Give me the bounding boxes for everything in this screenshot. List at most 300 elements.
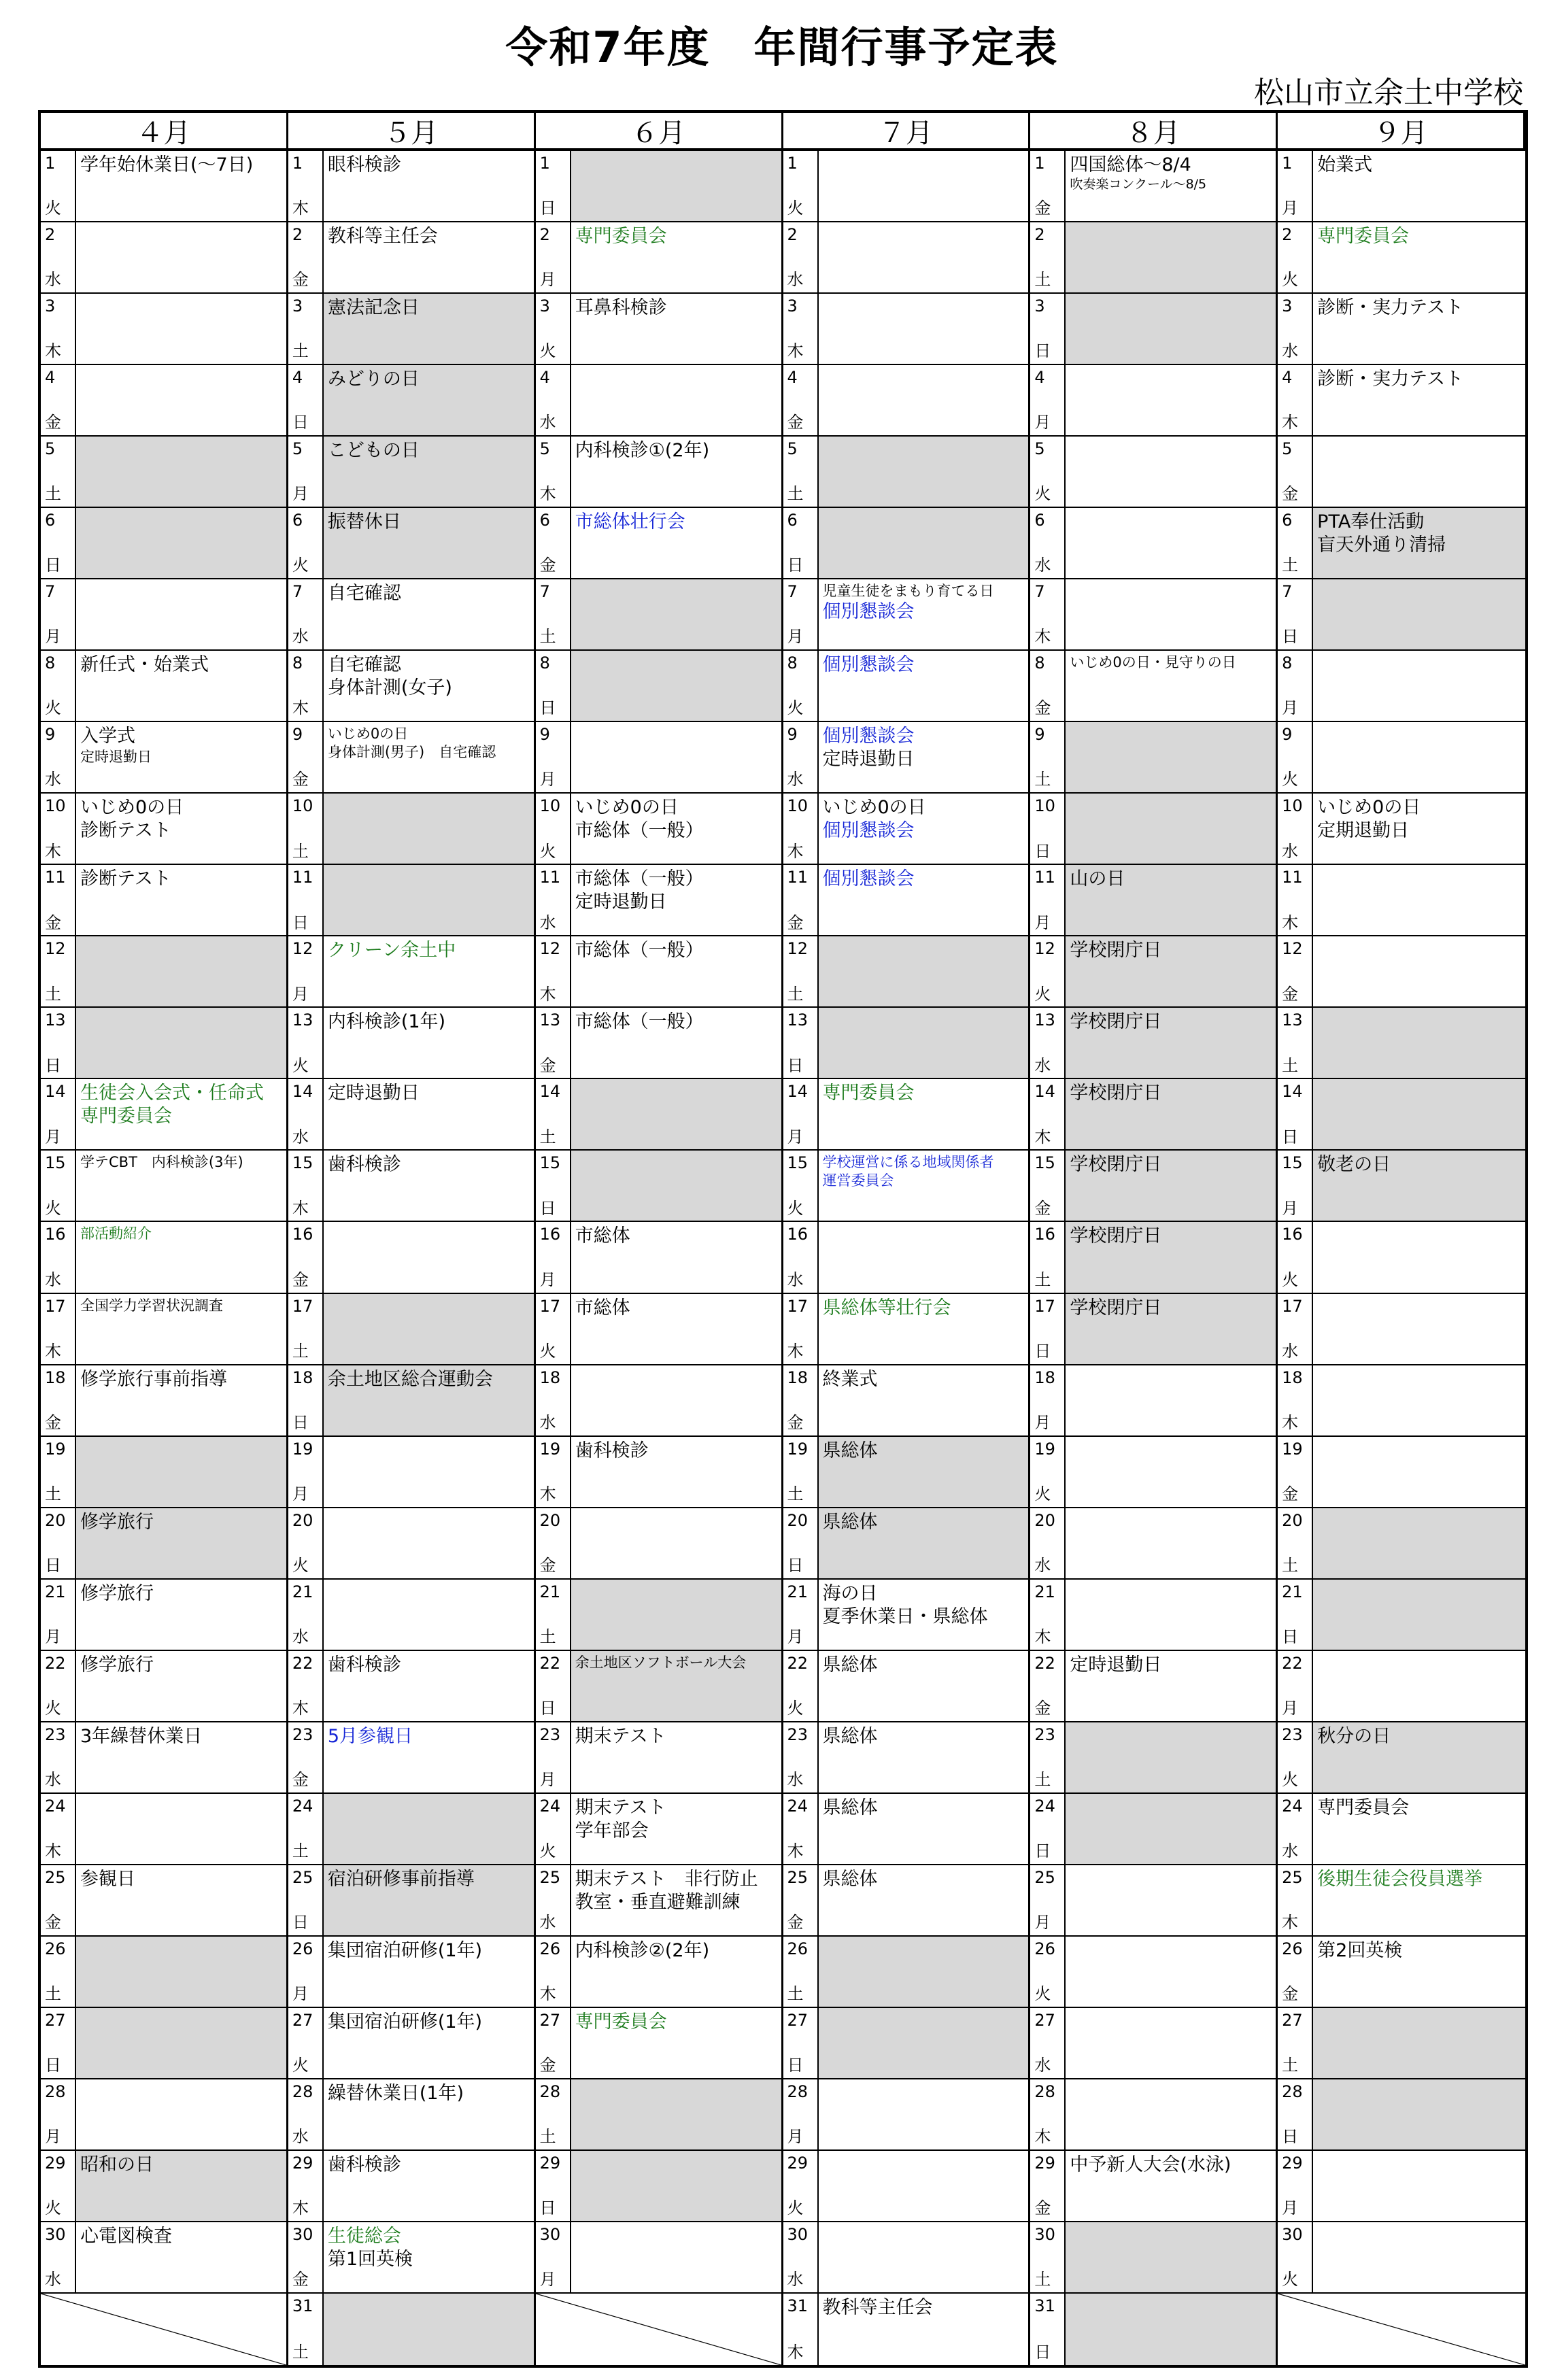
day-events [76, 651, 286, 721]
day-cell [1278, 1651, 1525, 1722]
day-number [288, 222, 324, 292]
day-date: 25 [787, 1867, 809, 1887]
day-date: 20 [1034, 1510, 1055, 1530]
day-date: 22 [45, 1653, 66, 1673]
day-cell [1278, 294, 1525, 365]
day-events [1313, 1865, 1525, 1935]
day-date: 5 [1034, 439, 1045, 459]
day-weekday: 月 [1282, 199, 1299, 218]
day-weekday: 火 [539, 1841, 556, 1860]
day-events [76, 508, 286, 578]
day-date: 5 [1282, 439, 1293, 459]
day-weekday: 日 [539, 698, 556, 718]
day-number [41, 1937, 76, 2007]
day-cell [288, 1722, 536, 1794]
day-cell [288, 722, 536, 794]
page-title: 令和7年度 年間行事予定表 [505, 22, 1059, 72]
day-weekday: 火 [787, 199, 804, 218]
day-events [324, 651, 534, 721]
day-weekday: 木 [1282, 413, 1299, 432]
day-weekday: 日 [1282, 1627, 1299, 1646]
day-number [1278, 1151, 1313, 1221]
day-date: 6 [292, 511, 303, 530]
day-weekday: 木 [1282, 913, 1299, 932]
day-date: 21 [45, 1582, 66, 1601]
day-cell [1278, 865, 1525, 936]
day-number [1278, 365, 1313, 435]
day-date: 27 [539, 2010, 561, 2030]
day-number [41, 651, 76, 721]
event-text: 入学式 [80, 726, 135, 747]
day-weekday: 金 [539, 1555, 556, 1575]
event-text: 自宅確認 [327, 583, 401, 605]
day-weekday: 日 [45, 1055, 61, 1075]
day-number [783, 1437, 819, 1507]
day-events [1313, 2151, 1525, 2221]
day-weekday: 金 [45, 913, 61, 932]
day-number [41, 1794, 76, 1864]
day-cell [41, 651, 288, 722]
day-weekday: 日 [292, 413, 309, 432]
day-events [571, 865, 781, 935]
event-text: 市総体 [575, 1225, 630, 1247]
day-weekday: 土 [1282, 556, 1299, 575]
day-weekday: 金 [787, 913, 804, 932]
day-date: 27 [1034, 2010, 1055, 2030]
day-cell [288, 1437, 536, 1508]
day-date: 28 [1034, 2081, 1055, 2101]
day-date: 12 [292, 939, 313, 959]
day-number [536, 1222, 571, 1292]
day-date: 19 [45, 1439, 66, 1459]
day-events [819, 1794, 1029, 1864]
day-number [1278, 722, 1313, 792]
day-number [1278, 508, 1313, 578]
day-number [1030, 651, 1066, 721]
day-date: 9 [45, 725, 56, 745]
day-number [536, 1151, 571, 1221]
day-events [1313, 2079, 1525, 2149]
day-weekday: 水 [1282, 1341, 1299, 1361]
day-events [324, 2151, 534, 2221]
day-date: 15 [292, 1153, 313, 1173]
event-text: 学年部会 [575, 1820, 649, 1841]
day-events [1066, 2294, 1276, 2365]
month-header: ５月 [288, 113, 536, 151]
day-cell [783, 1079, 1031, 1151]
day-cell [1278, 1008, 1525, 1079]
day-weekday: 木 [292, 1198, 309, 1218]
day-number [288, 2079, 324, 2149]
day-number [536, 1651, 571, 1721]
day-events [1066, 794, 1276, 864]
day-date: 29 [45, 2153, 66, 2173]
day-date: 9 [292, 725, 303, 745]
day-events [819, 222, 1029, 292]
day-events [1313, 1437, 1525, 1507]
day-number [536, 651, 571, 721]
day-date: 15 [45, 1153, 66, 1173]
day-events [1313, 651, 1525, 721]
day-date: 13 [1034, 1010, 1055, 1030]
day-date: 22 [1034, 1653, 1055, 1673]
day-cell [1030, 1437, 1278, 1508]
day-weekday: 火 [1282, 1769, 1299, 1789]
day-date: 30 [539, 2224, 561, 2244]
event-text: 学校閉庁日 [1070, 1011, 1162, 1033]
day-weekday: 土 [539, 627, 556, 647]
day-number [783, 1294, 819, 1364]
day-cell [1278, 1508, 1525, 1580]
day-events [571, 936, 781, 1006]
day-cell [1278, 2151, 1525, 2222]
day-cell [536, 794, 783, 865]
day-weekday: 日 [539, 1198, 556, 1218]
day-cell [1030, 1651, 1278, 1722]
day-weekday: 日 [539, 2198, 556, 2218]
event-text: 定期退勤日 [1317, 820, 1410, 842]
day-weekday: 金 [539, 1055, 556, 1075]
day-weekday: 金 [1034, 698, 1051, 718]
day-weekday: 土 [1034, 270, 1051, 290]
day-weekday: 月 [539, 1769, 556, 1789]
day-events [1066, 2008, 1276, 2078]
day-cell [783, 651, 1031, 722]
day-weekday: 金 [787, 1412, 804, 1432]
day-events [1066, 1437, 1276, 1507]
day-cell [536, 651, 783, 722]
day-number [288, 1079, 324, 1149]
event-text: 個別懇談会 [822, 654, 915, 676]
day-number [1278, 1437, 1313, 1507]
day-number [41, 2008, 76, 2078]
day-number [1030, 294, 1066, 364]
day-cell [41, 1294, 288, 1365]
day-number [288, 1794, 324, 1864]
day-date: 12 [45, 939, 66, 959]
event-text: 5月参観日 [327, 1725, 413, 1747]
day-weekday: 月 [1034, 913, 1051, 932]
event-text: 専門委員会 [1317, 1797, 1410, 1818]
event-text: 期末テスト [575, 1725, 666, 1747]
day-events [1313, 2222, 1525, 2292]
day-date: 25 [1282, 1867, 1303, 1887]
day-cell [1278, 1580, 1525, 1651]
day-weekday: 土 [1034, 1769, 1051, 1789]
day-events [76, 365, 286, 435]
day-date: 28 [539, 2081, 561, 2101]
day-number [536, 794, 571, 864]
day-weekday: 火 [1034, 1484, 1051, 1503]
day-weekday: 月 [292, 1484, 309, 1503]
event-text: 身体計測(男子) 自宅確認 [327, 743, 496, 760]
day-cell [536, 1651, 783, 1722]
day-number [41, 1722, 76, 1792]
day-number [41, 2151, 76, 2221]
day-number [1030, 1651, 1066, 1721]
day-date: 20 [292, 1510, 313, 1530]
day-cell [288, 1865, 536, 1937]
day-cell [288, 151, 536, 222]
day-date: 8 [539, 653, 550, 673]
day-events [819, 1151, 1029, 1221]
event-text: 参観日 [80, 1868, 135, 1890]
day-date: 13 [539, 1010, 561, 1030]
day-events [324, 1294, 534, 1364]
day-events [324, 2294, 534, 2365]
event-text: 中予新人大会(水泳) [1070, 2154, 1231, 2175]
day-weekday: 火 [539, 341, 556, 361]
day-number [783, 579, 819, 649]
day-number [1278, 1222, 1313, 1292]
event-text: 身体計測(女子) [327, 677, 452, 699]
event-text: いじめ0の日 [327, 726, 409, 743]
day-events [76, 437, 286, 507]
day-weekday: 火 [45, 1198, 61, 1218]
event-text: いじめ0の日・見守りの日 [1070, 654, 1236, 671]
day-number [288, 2294, 324, 2365]
day-date: 3 [45, 296, 56, 316]
day-date: 24 [1282, 1796, 1303, 1816]
day-cell [288, 1937, 536, 2008]
day-number [1030, 936, 1066, 1006]
day-events [324, 2008, 534, 2078]
day-cell [1278, 936, 1525, 1008]
day-number [288, 1508, 324, 1578]
day-number [1030, 579, 1066, 649]
event-text: 診断テスト [80, 820, 171, 842]
day-weekday: 土 [539, 2127, 556, 2147]
day-date: 25 [1034, 1867, 1055, 1887]
day-events [571, 294, 781, 364]
event-text: 県総体 [822, 1725, 878, 1747]
day-events [571, 1008, 781, 1078]
day-number [1030, 2008, 1066, 2078]
day-events [571, 722, 781, 792]
event-text: 繰替休業日(1年) [327, 2082, 464, 2104]
day-weekday: 月 [1034, 1412, 1051, 1432]
day-number [783, 294, 819, 364]
day-events [819, 2294, 1029, 2365]
day-cell [783, 1508, 1031, 1580]
day-date: 26 [539, 1939, 561, 1958]
day-events [1066, 1580, 1276, 1650]
day-cell [288, 1008, 536, 1079]
event-text: 振替休日 [327, 511, 401, 533]
day-number [41, 579, 76, 649]
empty-cell [536, 2294, 783, 2365]
day-date: 3 [292, 296, 303, 316]
day-cell [1278, 2079, 1525, 2151]
event-text: 県総体等壮行会 [822, 1297, 951, 1319]
day-cell [288, 222, 536, 294]
day-weekday: 水 [45, 2270, 61, 2290]
event-text: いじめ0の日 [822, 797, 926, 819]
day-date: 11 [292, 868, 313, 887]
event-text: 学年始休業日(～7日) [80, 154, 254, 175]
day-number [1030, 722, 1066, 792]
day-cell [1030, 222, 1278, 294]
day-weekday: 火 [1282, 2270, 1299, 2290]
day-number [41, 294, 76, 364]
day-events [76, 794, 286, 864]
day-date: 17 [1034, 1296, 1055, 1316]
event-text: 第1回英検 [327, 2248, 413, 2270]
day-cell [288, 1794, 536, 1865]
day-cell [783, 722, 1031, 794]
month-header: ７月 [783, 113, 1031, 151]
day-events [324, 294, 534, 364]
day-date: 25 [45, 1867, 66, 1887]
day-cell [1278, 1294, 1525, 1365]
day-number [1278, 794, 1313, 864]
day-date: 20 [1282, 1510, 1303, 1530]
day-events [819, 1722, 1029, 1792]
day-cell [41, 1079, 288, 1151]
day-weekday: 月 [45, 1127, 61, 1146]
day-cell [783, 1008, 1031, 1079]
event-text: 定時退勤日 [327, 1083, 420, 1104]
day-cell [783, 1651, 1031, 1722]
day-cell [783, 294, 1031, 365]
day-weekday: 土 [787, 984, 804, 1004]
day-cell [783, 2222, 1031, 2294]
day-number [1278, 2151, 1313, 2221]
day-date: 6 [1282, 511, 1293, 530]
day-weekday: 木 [787, 1341, 804, 1361]
day-events [571, 222, 781, 292]
day-events [1313, 936, 1525, 1006]
day-number [1030, 365, 1066, 435]
event-text: 児童生徒をまもり育てる日 [822, 583, 994, 600]
day-events [571, 151, 781, 221]
day-cell [1278, 2008, 1525, 2079]
day-number [41, 508, 76, 578]
day-date: 31 [1034, 2296, 1055, 2315]
day-cell [1030, 1294, 1278, 1365]
day-weekday: 日 [1034, 2343, 1051, 2362]
day-number [1278, 1722, 1313, 1792]
day-cell [536, 1937, 783, 2008]
day-number [536, 1937, 571, 2007]
day-events [1313, 508, 1525, 578]
day-weekday: 火 [539, 841, 556, 861]
day-number [783, 1580, 819, 1650]
day-events [1066, 651, 1276, 721]
day-number [41, 1580, 76, 1650]
event-text: 内科検診②(2年) [575, 1939, 710, 1961]
day-weekday: 月 [1034, 1913, 1051, 1932]
day-weekday: 日 [787, 1055, 804, 1075]
day-events [1066, 1722, 1276, 1792]
day-weekday: 木 [45, 1341, 61, 1361]
day-weekday: 火 [45, 1698, 61, 1718]
day-events [76, 1294, 286, 1364]
day-weekday: 月 [1034, 413, 1051, 432]
day-weekday: 水 [292, 1627, 309, 1646]
day-weekday: 水 [787, 1270, 804, 1289]
day-weekday: 水 [1034, 2056, 1051, 2075]
event-text: PTA奉仕活動 [1317, 511, 1425, 533]
day-weekday: 土 [539, 1127, 556, 1146]
day-date: 16 [45, 1225, 66, 1244]
day-events [324, 722, 534, 792]
day-events [819, 1222, 1029, 1292]
day-weekday: 水 [292, 627, 309, 647]
day-events [76, 2079, 286, 2149]
event-text: 県総体 [822, 1440, 878, 1461]
day-number [288, 865, 324, 935]
event-text: 個別懇談会 [822, 726, 915, 747]
event-text: 定時退勤日 [822, 749, 915, 770]
day-events [1066, 1651, 1276, 1721]
day-date: 6 [539, 511, 550, 530]
day-cell [783, 579, 1031, 651]
empty-cell [41, 2294, 288, 2365]
day-date: 13 [292, 1010, 313, 1030]
day-cell [41, 722, 288, 794]
day-cell [288, 651, 536, 722]
day-number [783, 1365, 819, 1435]
day-events [1066, 1008, 1276, 1078]
day-events [324, 1151, 534, 1221]
day-date: 23 [787, 1724, 809, 1744]
day-number [783, 1722, 819, 1792]
day-weekday: 金 [1282, 984, 1299, 1004]
day-number [536, 2151, 571, 2221]
day-events [571, 508, 781, 578]
day-weekday: 日 [787, 556, 804, 575]
day-number [1030, 794, 1066, 864]
day-number [1278, 865, 1313, 935]
day-cell [288, 294, 536, 365]
day-cell [41, 1651, 288, 1722]
event-text: 定時退勤日 [575, 891, 667, 913]
day-weekday: 水 [539, 1913, 556, 1932]
day-date: 23 [292, 1724, 313, 1744]
day-date: 18 [1282, 1367, 1303, 1387]
day-date: 19 [539, 1439, 561, 1459]
day-date: 22 [292, 1653, 313, 1673]
day-events [324, 222, 534, 292]
event-text: 宿泊研修事前指導 [327, 1868, 475, 1890]
day-weekday: 木 [1034, 1627, 1051, 1646]
day-events [1313, 865, 1525, 935]
day-cell [1030, 651, 1278, 722]
day-events [571, 2222, 781, 2292]
day-weekday: 月 [45, 2127, 61, 2147]
day-events [571, 1508, 781, 1578]
day-date: 10 [787, 796, 809, 816]
day-weekday: 月 [292, 1984, 309, 2004]
day-cell [1030, 1365, 1278, 1437]
day-number [1278, 222, 1313, 292]
day-events [571, 2008, 781, 2078]
day-date: 11 [45, 868, 66, 887]
event-text: 学校閉庁日 [1070, 1225, 1162, 1247]
day-number [783, 508, 819, 578]
day-weekday: 日 [539, 1698, 556, 1718]
day-weekday: 火 [45, 199, 61, 218]
day-number [783, 1865, 819, 1935]
event-text: 集団宿泊研修(1年) [327, 2011, 483, 2033]
event-text: 全国学力学習状況調査 [80, 1297, 223, 1314]
day-cell [288, 365, 536, 437]
day-date: 14 [787, 1082, 809, 1102]
event-text: 運営委員会 [822, 1172, 894, 1189]
day-cell [1030, 1794, 1278, 1865]
day-number [783, 1222, 819, 1292]
